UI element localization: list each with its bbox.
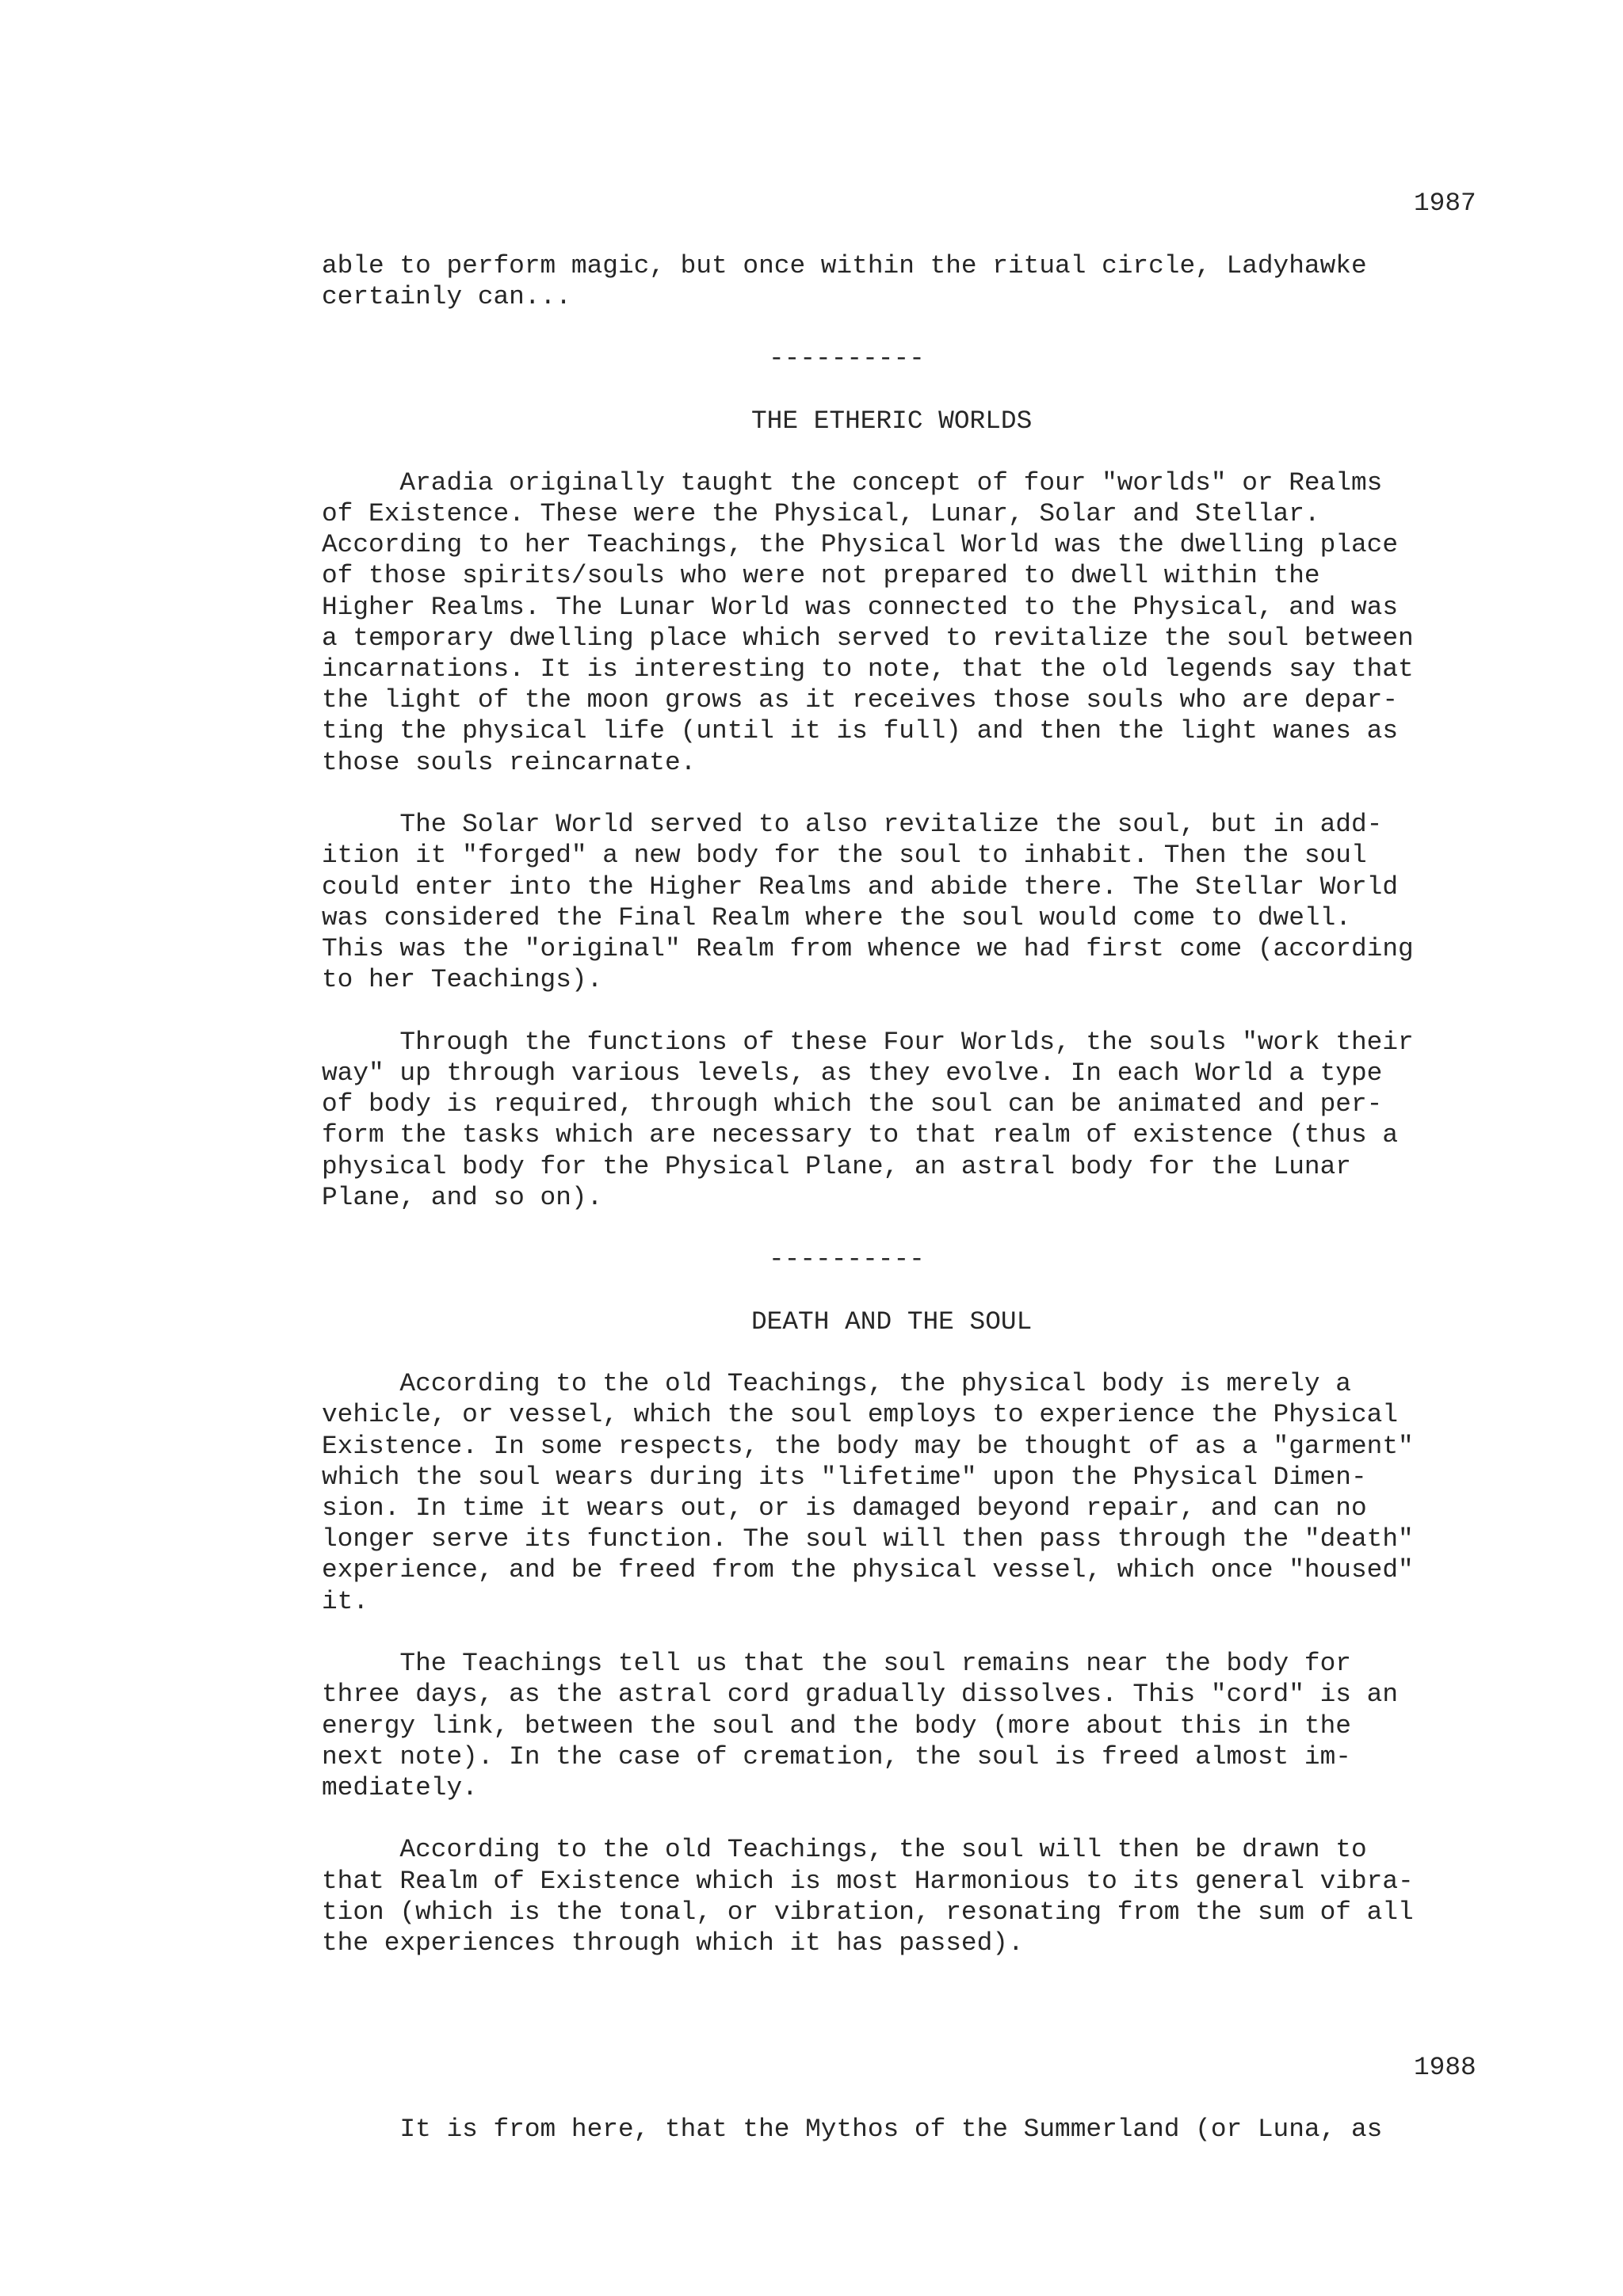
section-separator: ---------- [769,1245,925,1274]
paragraph-line: to her Teachings). [322,965,603,994]
paragraph-line: that Realm of Existence which is most Harmonious to its general vibra- [322,1867,1414,1896]
paragraph-line: next note). In the case of cremation, the soul is freed almost im- [322,1742,1351,1772]
section-heading: DEATH AND THE SOUL [751,1307,1033,1337]
paragraph-line: Plane, and so on). [322,1183,603,1212]
paragraph-line: Existence. In some respects, the body may be thought of as a "garment" [322,1432,1414,1461]
page-number: 1987 [1414,189,1476,218]
paragraph-line: This was the "original" Realm from whence we had first come (according [322,934,1414,963]
paragraph-line: was considered the Final Realm where the soul would come to dwell. [322,903,1351,933]
paragraph-line: longer serve its function. The soul will then pass through the "death" [322,1524,1414,1554]
paragraph-line: the light of the moon grows as it receives those souls who are depar- [322,685,1399,715]
paragraph-line: could enter into the Higher Realms and abide there. The Stellar World [322,872,1399,902]
paragraph-line: way" up through various levels, as they evolve. In each World a type [322,1058,1383,1088]
paragraph-line: Through the functions of these Four Worlds, the souls "work their [322,1028,1414,1057]
paragraph-line: a temporary dwelling place which served to revitalize the soul between [322,624,1414,653]
paragraph-line: physical body for the Physical Plane, an astral body for the Lunar [322,1152,1351,1181]
paragraph-line: It is from here, that the Mythos of the Summerland (or Luna, as [322,2115,1383,2144]
paragraph-line: Aradia originally taught the concept of four "worlds" or Realms [322,468,1383,498]
paragraph-line: Higher Realms. The Lunar World was connected to the Physical, and was [322,593,1399,622]
paragraph-line: of those spirits/souls who were not prepared to dwell within the [322,561,1320,590]
paragraph-line: incarnations. It is interesting to note, that the old legends say that [322,654,1414,684]
paragraph-line: three days, as the astral cord gradually dissolves. This "cord" is an [322,1680,1399,1709]
paragraph-line: those souls reincarnate. [322,748,697,777]
paragraph-line: According to the old Teachings, the physical body is merely a [322,1369,1351,1398]
intro-line: able to perform magic, but once within the ritual circle, Ladyhawke [322,251,1367,280]
paragraph-line: The Teachings tell us that the soul remains near the body for [322,1649,1351,1678]
paragraph-line: ting the physical life (until it is full) and then the light wanes as [322,716,1399,746]
section-heading: THE ETHERIC WORLDS [751,406,1033,436]
paragraph-line: energy link, between the soul and the body (more about this in the [322,1711,1351,1741]
paragraph-line: tion (which is the tonal, or vibration, resonating from the sum of all [322,1897,1414,1927]
paragraph-line: mediately. [322,1773,478,1802]
paragraph-line: it. [322,1587,369,1616]
paragraph-line: sion. In time it wears out, or is damaged beyond repair, and can no [322,1493,1367,1523]
paragraph-line: vehicle, or vessel, which the soul employs to experience the Physical [322,1400,1399,1429]
paragraph-line: which the soul wears during its "lifetime" upon the Physical Dimen- [322,1463,1367,1492]
paragraph-line: form the tasks which are necessary to that realm of existence (thus a [322,1120,1399,1150]
paragraph-line: The Solar World served to also revitalize the soul, but in add- [322,810,1383,839]
paragraph-line: experience, and be freed from the physical vessel, which once "housed" [322,1555,1414,1585]
paragraph-line: According to the old Teachings, the soul will then be drawn to [322,1835,1367,1864]
paragraph-line: the experiences through which it has passed). [322,1928,1024,1958]
section-separator: ---------- [769,344,925,373]
page-number: 1988 [1414,2053,1476,2082]
paragraph-line: According to her Teachings, the Physical World was the dwelling place [322,530,1399,559]
paragraph-line: ition it "forged" a new body for the soul to inhabit. Then the soul [322,841,1367,870]
paragraph-line: of Existence. These were the Physical, Lunar, Solar and Stellar. [322,499,1320,528]
paragraph-line: of body is required, through which the soul can be animated and per- [322,1089,1383,1119]
intro-line: certainly can... [322,282,571,311]
